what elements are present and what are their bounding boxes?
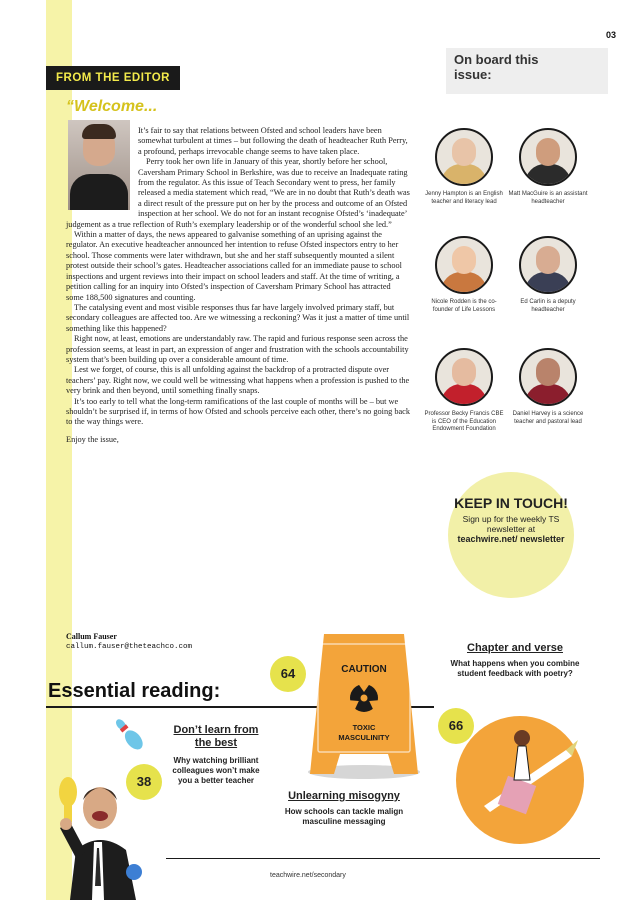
onboard-title: On board this issue: <box>454 52 539 82</box>
toxic-masculinity-text: TOXIC MASCULINITY <box>338 723 390 742</box>
teaser-desc: Why watching brilliant colleagues won’t make you a better teacher <box>172 756 260 785</box>
footer-url[interactable]: teachwire.net/secondary <box>270 872 346 879</box>
page-badge-64[interactable]: 64 <box>270 656 306 692</box>
paragraph-7: It’s too early to tell what the long-term ramifications of the last couple of months will be – but we shouldn’t be surprised if, in terms of how Ofsted and schools perceive each other, there’s no going back to the way things were. <box>66 396 410 427</box>
from-the-editor-tag: FROM THE EDITOR <box>46 66 180 90</box>
teaser-desc: What happens when you combine student feedback with poetry? <box>450 659 580 678</box>
newsletter-text: Sign up for the weekly TS newsletter at <box>462 514 560 534</box>
essential-reading-heading: Essential reading: <box>48 680 221 702</box>
bowling-pin-illustration <box>108 712 148 754</box>
contributor-caption: Ed Carlin is a deputy headteacher <box>520 299 576 313</box>
paragraph-1: It’s fair to say that relations between Ofsted and school leaders have been somewhat turbulent at times – but following the death of headteacher Ruth Perry, a profound, perhaps irrevocable change seems to have taken place. <box>138 126 408 156</box>
page-number: 03 <box>605 30 616 40</box>
teaser-chapter-and-verse[interactable] <box>440 642 590 679</box>
contributor-photo <box>519 128 577 186</box>
teaser-title: Chapter and verse <box>467 642 563 654</box>
contributor <box>506 236 590 314</box>
teaser-dont-learn[interactable] <box>170 724 262 786</box>
welcome-heading: “Welcome... <box>66 98 158 115</box>
footer-rule <box>166 858 600 859</box>
newsletter-circle[interactable] <box>448 472 574 598</box>
contributor-caption: Matt MacGuire is an assistant headteacher <box>508 191 588 205</box>
editorial-text <box>66 126 410 445</box>
teaser-unlearning-misogyny[interactable] <box>274 790 414 827</box>
paragraph-8: Enjoy the issue, <box>66 434 119 444</box>
contributor-photo <box>435 348 493 406</box>
teaser-title: Don’t learn from the best <box>173 724 259 749</box>
contributor <box>506 128 590 206</box>
newsletter-heading: KEEP IN TOUCH! <box>454 495 568 511</box>
contributor-photo <box>519 348 577 406</box>
teaser-title: Unlearning misogyny <box>288 790 400 802</box>
editor-email[interactable]: callum.fauser@theteachco.com <box>66 643 193 651</box>
contributor <box>506 348 590 426</box>
contributor-caption: Jenny Hampton is an English teacher and literacy lead <box>425 191 503 205</box>
contributor <box>422 128 506 206</box>
contributor-caption: Nicole Rodden is the co-founder of Life Lessons <box>431 299 497 313</box>
paragraph-5: Right now, at least, emotions are understandably raw. The rapid and furious response seen across the profession seems, at least in part, an expression of anger and frustration with the schools accountability system that’s been building up over a considerable amount of time. <box>66 334 409 364</box>
contributor-photo <box>435 236 493 294</box>
teaser-desc: How schools can tackle malign masculine messaging <box>284 807 404 826</box>
newsletter-url[interactable]: teachwire.net/ newsletter <box>457 534 565 544</box>
page-badge-38[interactable]: 38 <box>126 764 162 800</box>
caution-text: CAUTION <box>341 664 387 675</box>
paragraph-2: Perry took her own life in January of this year, shortly before her school, Caversham Primary School in Berkshire, was due to receive an Inadequate rating from the regulator. As this issue of Teach Secondary went to press, her family released a media statement which read, “We are in no doubt that Ruth’s death was a direct result of the pressure put on her by the process and outcome of an Ofsted inspection at her school. We do not for an instant recognise Ofsted’s ‘inadequate’ judgement as a true reflection of Ruth’s exemplary leadership or of the wonderful school she led.” <box>66 157 410 229</box>
paragraph-4: The catalysing event and most visible responses thus far have largely involved primary staff, but secondary colleagues are affected too. Are we witnessing a reckoning? Was it just a matter of time until something like this happened? <box>66 302 410 333</box>
contributor-photo <box>519 236 577 294</box>
contributor <box>422 348 506 434</box>
editor-signoff <box>66 632 192 652</box>
caution-sign-illustration <box>308 634 420 780</box>
paragraph-3: Within a matter of days, the news appeared to galvanise something of an uprising against the regulator. An executive headteacher announced her intention to refuse Ofsted inspectors entry to her school. Those comments were later withdrawn, but she and her staff subsequently mounted a silent protest outside their school’s gates. Headteacher associations called for an immediate pause to school inspections and urgent reviews into their impact on school leaders and staff. At the time of writing, a petition calling for an inquiry into Ofsted’s inspection of Caversham Primary School has attracted some 188,500 signatures and counting. <box>66 230 402 302</box>
page-badge-66[interactable]: 66 <box>438 708 474 744</box>
contributor-caption: Professor Becky Francis CBE is CEO of the Education Endowment Foundation <box>424 411 504 432</box>
contributor <box>422 236 506 314</box>
editor-name: Callum Fauser <box>66 632 117 641</box>
contributor-photo <box>435 128 493 186</box>
paragraph-6: Lest we forget, of course, this is all unfolding against the backdrop of a protracted dispute over teachers’ pay. Right now, we could well be witnessing what happens when a profession is pushed to the very brink and then beyond, until something finally snaps. <box>66 365 410 396</box>
contributor-caption: Daniel Harvey is a science teacher and pastoral lead <box>512 411 584 425</box>
